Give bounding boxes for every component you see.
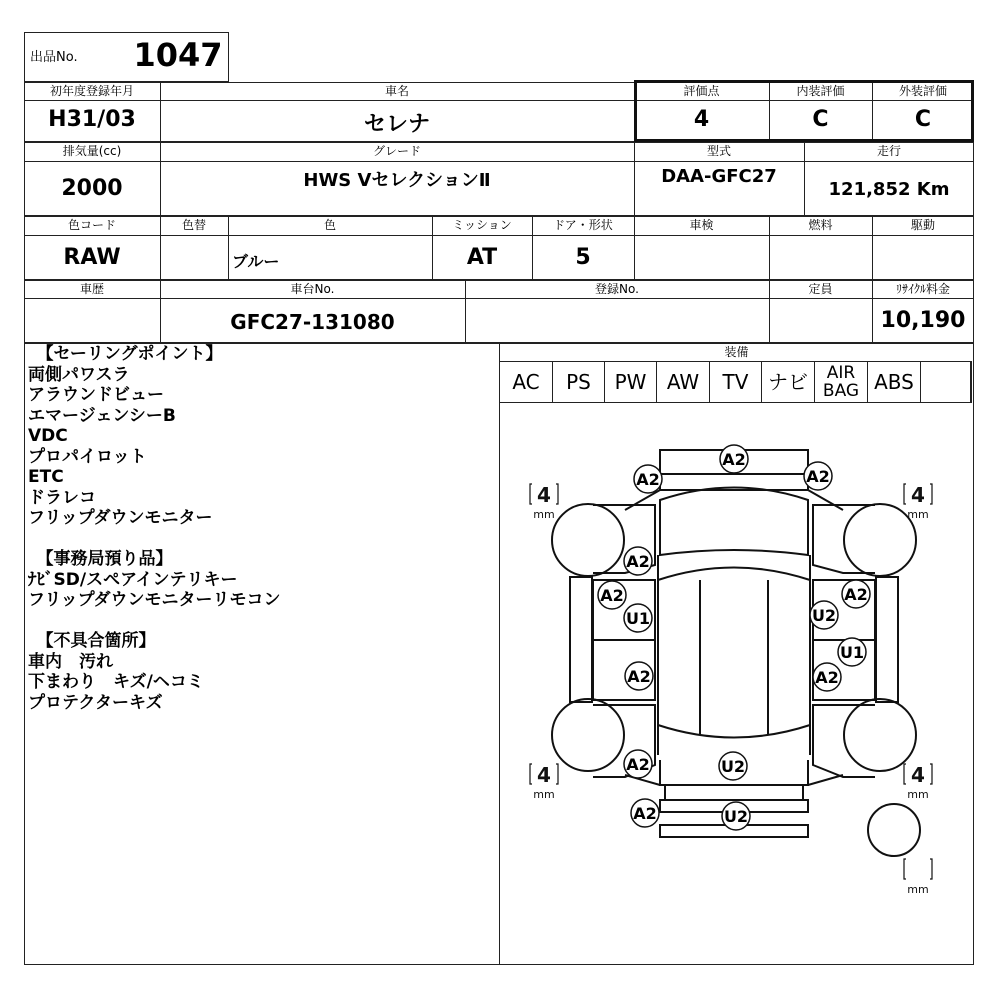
note-line: 【セーリングポイント】 — [28, 344, 223, 364]
notes-list — [28, 344, 498, 713]
damage-mark-label: U2 — [723, 807, 749, 826]
door-value: 5 — [575, 245, 591, 270]
fuel-label: 燃料 — [808, 218, 833, 232]
drive-label: 駆動 — [910, 218, 935, 232]
reg-label: 登録No. — [595, 282, 639, 296]
note-line: 【事務局預り品】 — [28, 549, 173, 569]
damage-mark-label: A2 — [722, 450, 746, 469]
tread-depth-rr — [904, 763, 932, 801]
lot-number: 1047 — [133, 36, 223, 74]
note-line: ETC — [28, 467, 64, 487]
equipment-item: AW — [657, 362, 710, 402]
equipment-item: AIR BAG — [815, 362, 868, 402]
note-line: ﾅﾋﾞSD/スペアインテリキー — [28, 569, 238, 590]
recycle-value: 10,190 — [880, 308, 966, 333]
damage-mark — [722, 802, 750, 830]
note-line: 下まわり キズ/ヘコミ — [28, 672, 204, 692]
damage-mark — [598, 581, 626, 609]
tread-depth-fl — [530, 483, 558, 521]
displacement-label: 排気量(cc) — [62, 144, 122, 158]
note-line: VDC — [28, 426, 68, 446]
note-line: プロテクターキズ — [28, 692, 163, 713]
damage-mark — [720, 445, 748, 473]
score-value: 4 — [693, 107, 710, 132]
damage-mark — [842, 580, 870, 608]
damage-mark — [625, 662, 653, 690]
tread-depth-value: 4 — [911, 763, 925, 787]
score-label: 評価点 — [683, 84, 720, 98]
tread-depth-fr — [904, 483, 932, 521]
tread-depth-value: 4 — [911, 483, 925, 507]
damage-mark — [624, 604, 652, 632]
capacity-label: 定員 — [808, 282, 833, 296]
repaint-label: 色替 — [181, 218, 206, 232]
damage-mark-label: A2 — [627, 667, 651, 686]
grade-label: グレード — [372, 144, 421, 158]
damage-mark — [624, 750, 652, 778]
damage-mark — [838, 638, 866, 666]
damage-mark-label: A2 — [815, 668, 839, 687]
equipment-item: PS — [553, 362, 605, 402]
history-label: 車歴 — [79, 282, 104, 296]
exterior-label: 外装評価 — [898, 84, 947, 98]
car-name-label: 車名 — [384, 84, 409, 98]
damage-mark-label: U1 — [839, 643, 865, 662]
mission-value: AT — [466, 245, 498, 270]
lot-label: 出品No. — [30, 50, 78, 65]
damage-mark — [810, 601, 838, 629]
equipment-item: ナビ — [762, 362, 815, 402]
damage-mark-label: U2 — [720, 757, 746, 776]
recycle-label: ﾘｻｲｸﾙ料金 — [895, 282, 950, 296]
equipment-label: 装備 — [724, 345, 749, 359]
grade-value: HWS VセレクションⅡ — [303, 170, 491, 191]
first-reg-value: H31/03 — [48, 107, 136, 132]
displacement-value: 2000 — [61, 176, 123, 201]
note-line: エマージェンシーB — [28, 405, 176, 426]
interior-value: C — [812, 107, 829, 132]
damage-mark-label: A2 — [806, 467, 830, 486]
color-label: 色 — [323, 218, 336, 232]
tread-depth-value: 4 — [537, 483, 551, 507]
note-line: 【不具合箇所】 — [28, 631, 156, 651]
damage-mark-label: A2 — [626, 755, 650, 774]
equipment-item: AC — [500, 362, 553, 402]
mileage-value: 121,852 Km — [828, 179, 950, 200]
model-label: 型式 — [706, 144, 731, 158]
damage-mark-label: A2 — [600, 586, 624, 605]
note-line: 両側パワスラ — [28, 364, 130, 385]
note-line: アラウンドビュー — [28, 385, 164, 405]
mission-label: ミッション — [452, 218, 512, 232]
damage-mark — [624, 547, 652, 575]
damage-mark — [813, 663, 841, 691]
chassis-label: 車台No. — [290, 282, 335, 296]
damage-mark-label: U1 — [625, 609, 651, 628]
equipment-item: TV — [710, 362, 762, 402]
exterior-value: C — [914, 107, 932, 132]
color-code-value: RAW — [63, 245, 121, 270]
tread-depth-rl — [530, 763, 558, 801]
chassis-value: GFC27-131080 — [230, 310, 395, 334]
damage-mark — [719, 752, 747, 780]
damage-mark — [631, 799, 659, 827]
note-line — [28, 611, 498, 632]
door-label: ドア・形状 — [553, 218, 613, 232]
damage-mark-label: U2 — [811, 606, 837, 625]
note-line: フリップダウンモニター — [28, 508, 213, 528]
note-line: 車内 汚れ — [28, 651, 113, 672]
damage-mark — [804, 462, 832, 490]
interior-label: 内装評価 — [796, 84, 845, 98]
mileage-label: 走行 — [876, 144, 901, 158]
damage-mark-label: A2 — [626, 552, 650, 571]
tread-unit: mm — [533, 788, 555, 801]
tread-depth-spare — [904, 859, 932, 896]
color-code-label: 色コード — [67, 218, 116, 232]
note-line — [28, 529, 498, 550]
model-value: DAA-GFC27 — [661, 166, 777, 187]
tread-depth-value: 4 — [537, 763, 551, 787]
car-name-value: セレナ — [363, 112, 430, 137]
tread-unit: mm — [907, 508, 929, 521]
tread-unit: mm — [907, 788, 929, 801]
damage-mark-label: A2 — [844, 585, 868, 604]
damage-mark-label: A2 — [633, 804, 657, 823]
color-value: ブルー — [232, 252, 280, 271]
first-reg-label: 初年度登録年月 — [49, 84, 134, 98]
damage-mark — [634, 465, 662, 493]
car-damage-diagram — [500, 405, 972, 925]
inspection-label: 車検 — [689, 218, 714, 232]
equipment-item: ABS — [868, 362, 921, 402]
tread-unit: mm — [533, 508, 555, 521]
damage-mark-label: A2 — [636, 470, 660, 489]
note-line: プロパイロット — [28, 446, 147, 467]
note-line: フリップダウンモニターリモコン — [28, 590, 281, 610]
tread-unit: mm — [907, 883, 929, 896]
equipment-item: PW — [605, 362, 657, 402]
note-line: ドラレコ — [28, 487, 96, 508]
equipment-item — [921, 362, 971, 402]
